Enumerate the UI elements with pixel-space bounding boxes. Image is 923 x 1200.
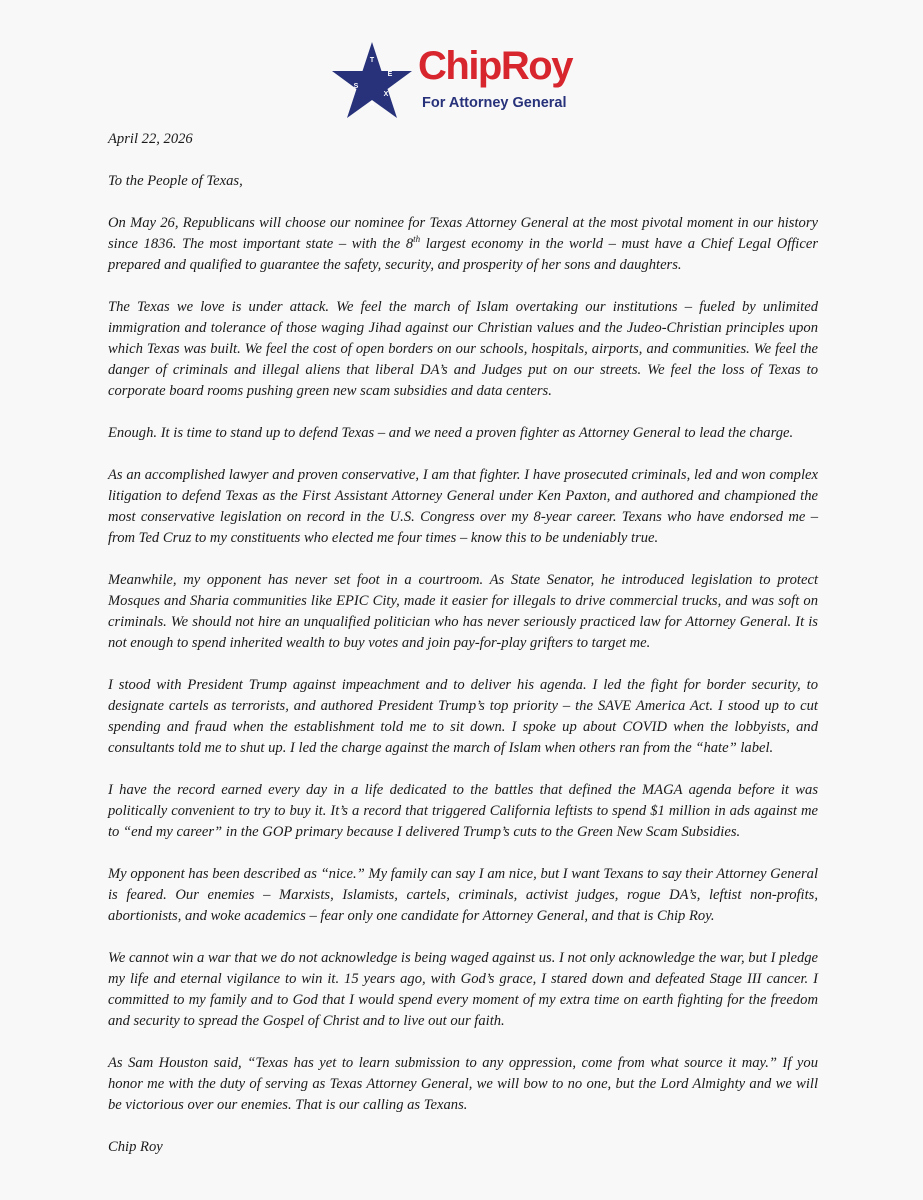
letterhead-logo [330, 40, 590, 125]
letter-salutation: To the People of Texas, [108, 173, 243, 189]
paragraph-8: My opponent has been described as “nice.” My family can say I am nice, but I want Texans to say their Attorney General is feared. Our enemies – Marxists, Islamists, cartels, criminals, activist judges, rogue DA’s, leftist non-profits, abortionists, and woke academics – fear only one candidate for Attorney General, and that is Chip Roy. [108, 866, 818, 924]
paragraph-1-start: On May 26, Republicans will choose our nominee for Texas Attorney General at the most pivotal moment in our history since 1836. The most important state – with the 8 [108, 215, 818, 252]
svg-text:X: X [383, 91, 389, 98]
letter-date: April 22, 2026 [108, 131, 193, 147]
paragraph-6: I stood with President Trump against impeachment and to deliver his agenda. I led the fight for border security, to designate cartels as terrorists, and authored President Trump’s top priority – the SAVE America Act. I stood up to cut spending and fraud when the establishment told me to sit down. I spoke up about COVID when the lobbyists, and consultants told me to shut up. I led the charge against the march of Islam when others ran from the “hate” label. [108, 677, 818, 756]
star-seal-icon [330, 40, 414, 124]
campaign-subtitle: For Attorney General [422, 95, 567, 111]
paragraph-2: The Texas we love is under attack. We feel the march of Islam overtaking our institutions – fueled by unlimited immigration and tolerance of those waging Jihad against our Christian values and the Judeo-Christian principles upon which Texas was built. We feel the cost of open borders on our schools, hospitals, airports, and communities. We feel the danger of criminals and illegal aliens that liberal DA’s and Judges put on our streets. We feel the loss of Texas to corporate board rooms pushing green new scam subsidies and data centers. [108, 299, 818, 399]
paragraph-3: Enough. It is time to stand up to defend Texas – and we need a proven fighter as Attorney General to lead the charge. [108, 425, 794, 441]
paragraph-1 [108, 213, 818, 276]
paragraph-10: As Sam Houston said, “Texas has yet to learn submission to any oppression, come from what source it may.” If you honor me with the duty of serving as Texas Attorney General, we will bow to no one, but the Lord Almighty and we will be victorious over our enemies. That is our calling as Texans. [108, 1055, 818, 1113]
svg-text:T: T [369, 57, 375, 64]
svg-text:E: E [387, 71, 393, 78]
svg-text:S: S [353, 83, 359, 90]
candidate-name: ChipRoy [418, 44, 572, 88]
paragraph-1-end: largest economy in the world – must have a Chief Legal Officer prepared and qualified to guarantee the safety, security, and prosperity of her sons and daughters. [108, 236, 818, 273]
paragraph-4: As an accomplished lawyer and proven conservative, I am that fighter. I have prosecuted criminals, led and won complex litigation to defend Texas as the First Assistant Attorney General under Ken Paxton, and authored and championed the most conservative legislation on record in the U.S. Congress over my 8-year career. Texans who have endorsed me – from Ted Cruz to my constituents who elected me four times – know this to be undeniably true. [108, 467, 818, 546]
letter-body [108, 129, 818, 1179]
paragraph-5: Meanwhile, my opponent has never set foot in a courtroom. As State Senator, he introduced legislation to protect Mosques and Sharia communities like EPIC City, made it easier for illegals to drive commercial trucks, and was soft on criminals. We should not hire an unqualified politician who has never seriously practiced law for Attorney General. It is not enough to spend inherited wealth to buy votes and join pay-for-play grifters to target me. [108, 572, 818, 651]
ordinal-superscript: th [413, 234, 421, 245]
paragraph-7: I have the record earned every day in a life dedicated to the battles that defined the MAGA agenda before it was politically convenient to try to buy it. It’s a record that triggered California leftists to spend $1 million in ads against me to “end my career” in the GOP primary because I delivered Trump’s cuts to the Green New Scam Subsidies. [108, 782, 818, 840]
letter-signature: Chip Roy [108, 1139, 163, 1155]
paragraph-9: We cannot win a war that we do not acknowledge is being waged against us. I not only acknowledge the war, but I pledge my life and eternal vigilance to win it. 15 years ago, with God’s grace, I stared down and defeated Stage III cancer. I committed to my family and to God that I would spend every moment of my extra time on earth fighting for the freedom and security to spread the Gospel of Christ and to live out our faith. [108, 950, 819, 1029]
svg-text:A: A [369, 101, 375, 108]
